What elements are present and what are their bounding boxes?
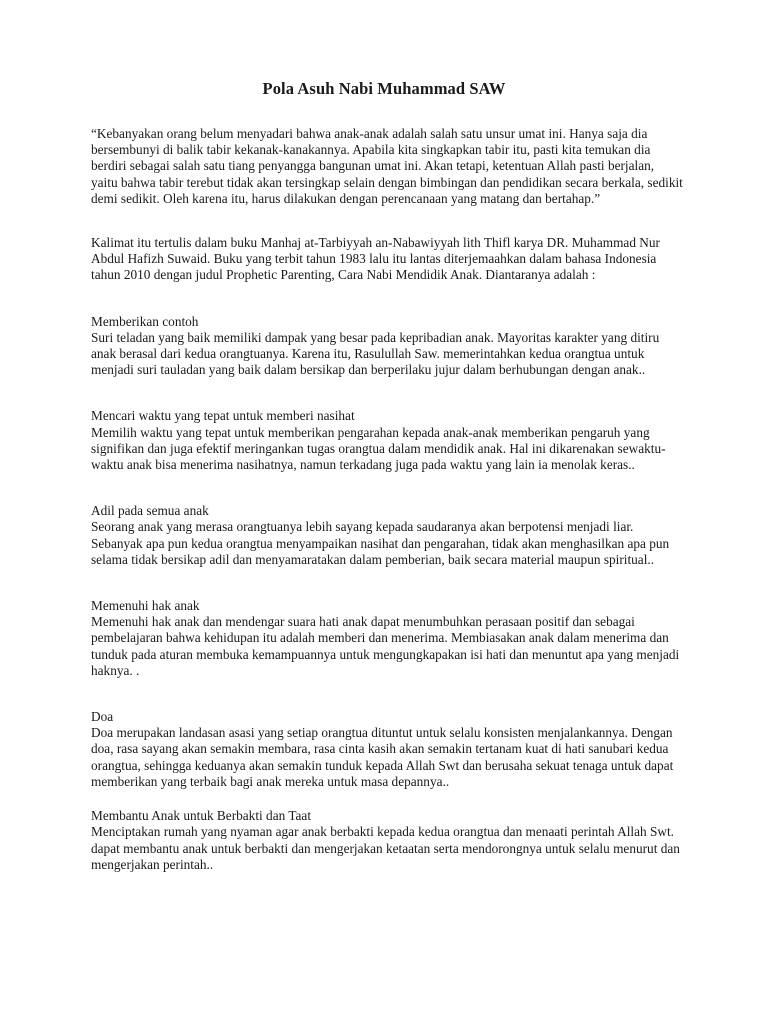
- section-body: Doa merupakan landasan asasi yang setiap orangtua dituntut untuk selalu konsisten menjalankannya. Dengan doa, rasa sayang akan semakin membara, rasa cinta kasih akan semakin tertanam kuat di hati sanubari kedua orangtua, sehingga keduanya akan semakin tunduk kepada Allah Swt dan berusaha sekuat tenaga untuk dapat memberikan yang terbaik bagi anak mereka untuk masa depannya..: [91, 725, 674, 789]
- section-heading: Membantu Anak untuk Berbakti dan Taat: [91, 808, 312, 824]
- section-doa: [91, 709, 683, 790]
- section-memenuhi-hak: [91, 598, 683, 679]
- section-heading: Memenuhi hak anak: [91, 598, 200, 614]
- intro-paragraph: Kalimat itu tertulis dalam buku Manhaj at-Tarbiyyah an-Nabawiyyah lith Thifl karya DR. Muhammad Nur Abdul Hafizh Suwaid. Buku yang terbit tahun 1983 lalu itu lantas diterjemaahkan dalam bahasa Indonesia tahun 2010 dengan judul Prophetic Parenting, Cara Nabi Mendidik Anak. Diantaranya adalah :: [91, 235, 660, 283]
- section-body: Memenuhi hak anak dan mendengar suara hati anak dapat menumbuhkan perasaan positif dan sebagai pembelajaran bahwa kehidupan itu adalah memberi dan menerima. Membiasakan anak dalam menerima dan tunduk pada aturan membuka kemampuannya untuk mengungkapakan isi hati dan menuntut apa yang menjadi haknya. .: [91, 614, 680, 678]
- section-heading: Doa: [91, 709, 114, 725]
- document-title: Pola Asuh Nabi Muhammad SAW: [262, 79, 506, 98]
- opening-quote: “Kebanyakan orang belum menyadari bahwa anak-anak adalah salah satu unsur umat ini. Hanya saja dia bersembunyi di balik tabir kekanak-kanakannya. Apabila kita singkapkan tabir itu, pasti kita temukan dia berdiri sebagai salah satu tiang penyangga bangunan umat ini. Akan tetapi, ketentuan Allah pasti berjalan, yaitu bahwa tabir terebut tidak akan tersingkap selain dengan bimbingan dan pendidikan secara berkala, sedikit demi sedikit. Oleh karena itu, harus dilakukan dengan perencanaan yang matang dan bertahap.”: [91, 126, 683, 206]
- section-body: Seorang anak yang merasa orangtuanya lebih sayang kepada saudaranya akan berpotensi menjadi liar. Sebanyak apa pun kedua orangtua menyampaikan nasihat dan pengarahan, tidak akan menghasilkan apa pun selama tidak bersikap adil dan menyamaratakan dalam pemberian, baik secara material maupun spiritual..: [91, 519, 670, 567]
- section-body: Suri teladan yang baik memiliki dampak yang besar pada kepribadian anak. Mayoritas karakter yang ditiru anak berasal dari kedua orangtuanya. Karena itu, Rasulullah Saw. memerintahkan kedua orangtua untuk menjadi suri tauladan yang baik dalam bersikap dan berperilaku jujur dalam berhubungan dengan anak..: [91, 329, 660, 378]
- section-memberikan-contoh: [91, 314, 683, 379]
- section-adil: [91, 503, 683, 568]
- section-heading: Memberikan contoh: [91, 313, 199, 329]
- document-body: [91, 126, 683, 873]
- section-membantu-anak: [91, 808, 683, 873]
- section-body: Memilih waktu yang tepat untuk memberikan pengarahan kepada anak-anak memberikan pengaruh yang signifikan dan juga efektif meringankan tugas orangtua dalam mendidik anak. Hal ini dikarenakan sewaktu-waktu anak bisa menerima nasihatnya, namun terkadang juga pada waktu yang lain ia menolak keras..: [91, 424, 666, 473]
- section-heading: Adil pada semua anak: [91, 503, 209, 519]
- section-heading: Mencari waktu yang tepat untuk memberi nasihat: [91, 408, 355, 424]
- section-mencari-waktu: [91, 408, 683, 473]
- section-body: Menciptakan rumah yang nyaman agar anak berbakti kepada kedua orangtua dan menaati perintah Allah Swt. dapat membantu anak untuk berbakti dan mengerjakan ketaatan serta mendorongnya untuk selalu menurut dan mengerjakan perintah..: [91, 824, 680, 872]
